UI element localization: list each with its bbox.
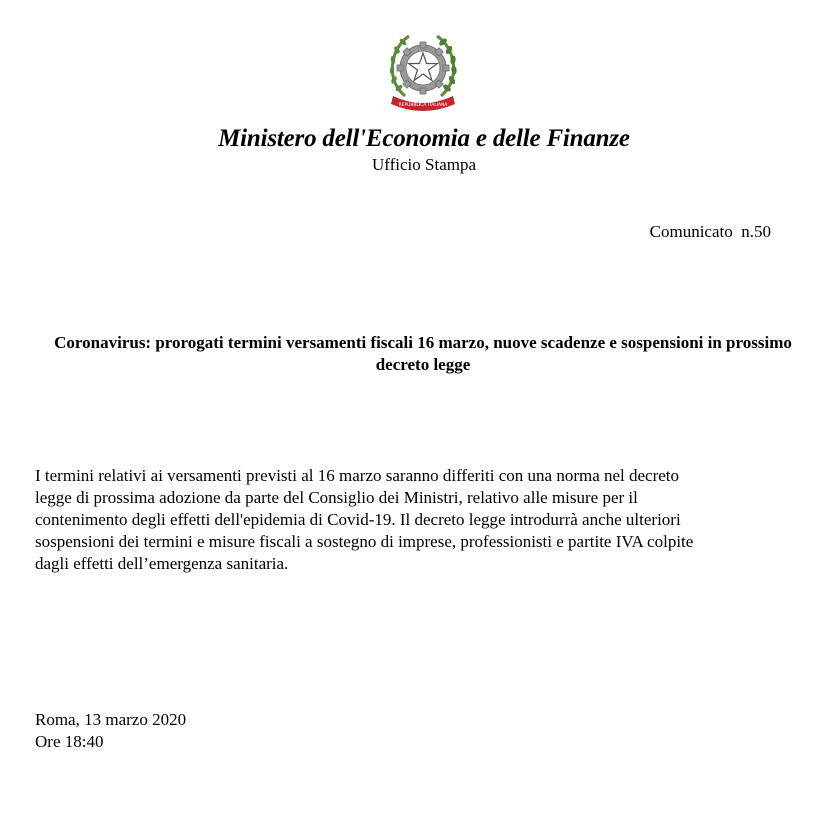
emblem-ribbon-text: REPUBBLICA ITALIANA <box>398 103 448 108</box>
press-release-number: Comunicato n.50 <box>649 222 771 241</box>
body-line: I termini relativi ai versamenti previsti al 16 marzo saranno differiti con una norma nel decreto <box>35 466 680 485</box>
body-line: contenimento degli effetti dell'epidemia di Covid-19. Il decreto legge introdurrà anche ulteriori <box>35 510 681 529</box>
body-line: dagli effetti dell’emergenza sanitaria. <box>35 554 289 573</box>
body-line: sospensioni dei termini e misure fiscali a sostegno di imprese, professionisti e partite IVA colpite <box>35 532 694 551</box>
place-date: Roma, 13 marzo 2020 <box>35 710 187 729</box>
ministry-title: Ministero dell'Economia e delle Finanze <box>218 125 630 152</box>
release-time: Ore 18:40 <box>35 732 104 751</box>
press-release-headline: Coronavirus: prorogati termini versamenti fiscali 16 marzo, nuove scadenze e sospensioni in prossimo decreto legge <box>54 333 792 374</box>
press-release-body <box>35 465 820 575</box>
body-line: legge di prossima adozione da parte del Consiglio dei Ministri, relativo alle misure per il <box>35 488 638 507</box>
office-name: Ufficio Stampa <box>371 155 477 174</box>
emblem-of-italy-icon <box>385 30 461 112</box>
